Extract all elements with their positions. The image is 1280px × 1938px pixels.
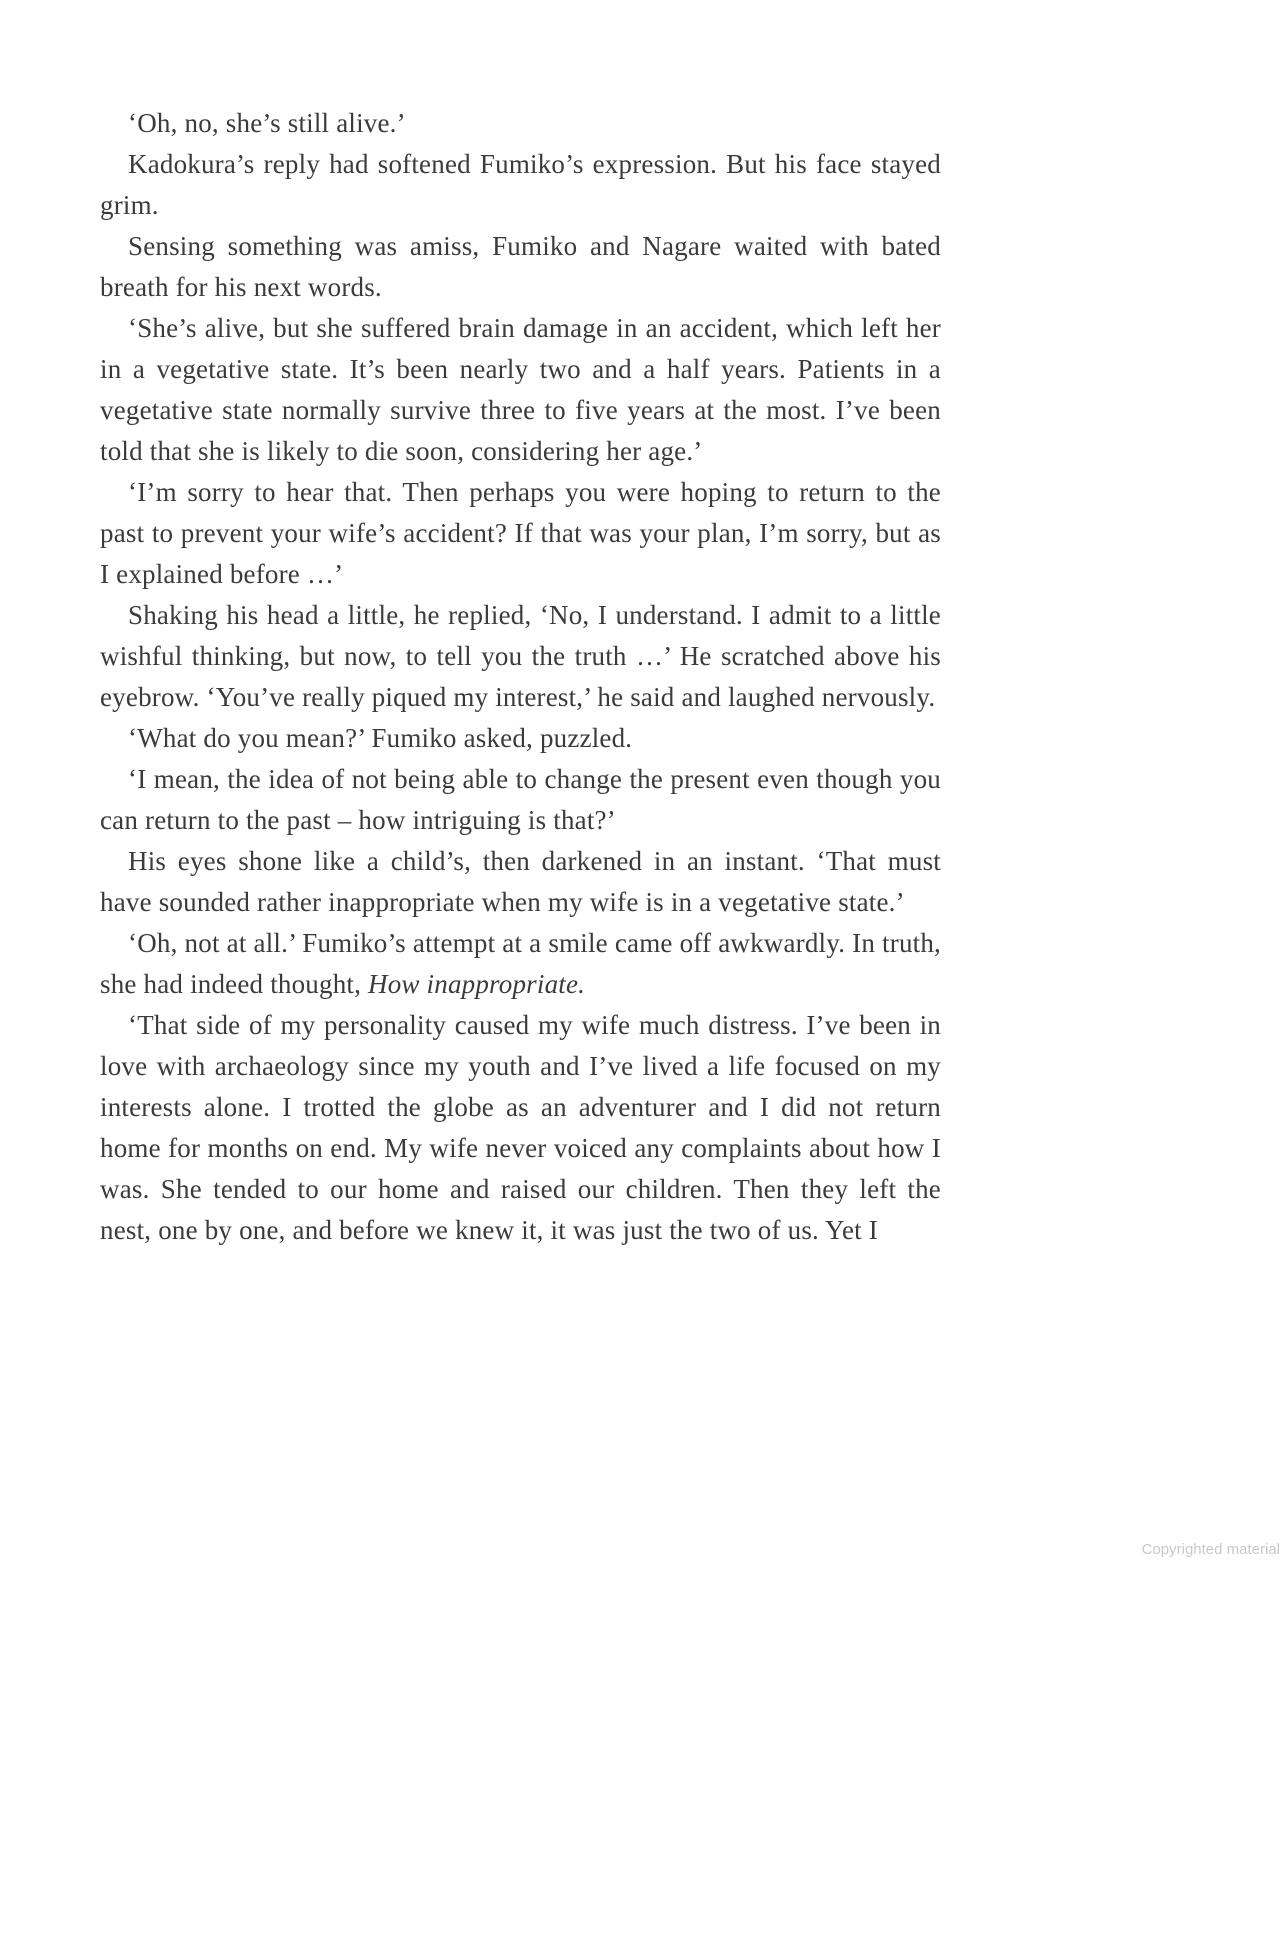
paragraph: ‘Oh, no, she’s still alive.’ — [128, 108, 406, 138]
paragraph: ‘I mean, the idea of not being able to change the present even though you can return to the past – how intriguing is that?’ — [100, 764, 941, 835]
paragraph-italic-text: How inappropriate. — [368, 969, 586, 999]
paragraph: ‘She’s alive, but she suffered brain damage in an accident, which left her in a vegetative state. It’s been nearly two and a half years. Patients in a vegetative state normally survive three to five years at the most. I’ve been told that she is likely to die soon, considering her age.’ — [100, 313, 941, 466]
body-text — [100, 103, 941, 1251]
paragraph: Shaking his head a little, he replied, ‘No, I understand. I admit to a little wishful thinking, but now, to tell you the truth …’ He scratched above his eyebrow. ‘You’ve really piqued my interest,’ he said and laughed nervously. — [100, 600, 941, 712]
paragraph: ‘That side of my personality caused my wife much distress. I’ve been in love with archaeology since my youth and I’ve lived a life focused on my interests alone. I trotted the globe as an adventurer and I did not return home for months on end. My wife never voiced any complaints about how I was. She tended to our home and raised our children. Then they left the nest, one by one, and before we knew it, it was just the two of us. Yet I — [100, 1010, 941, 1245]
paragraph — [100, 923, 941, 1005]
copyright-watermark: Copyrighted material — [1141, 1541, 1280, 1558]
paragraph: Kadokura’s reply had softened Fumiko’s expression. But his face stayed grim. — [100, 149, 941, 220]
paragraph: Sensing something was amiss, Fumiko and Nagare waited with bated breath for his next words. — [100, 231, 941, 302]
paragraph: His eyes shone like a child’s, then darkened in an instant. ‘That must have sounded rather inappropriate when my wife is in a vegetative state.’ — [100, 846, 941, 917]
paragraph: ‘I’m sorry to hear that. Then perhaps you were hoping to return to the past to prevent your wife’s accident? If that was your plan, I’m sorry, but as I explained before …’ — [100, 477, 941, 589]
paragraph-text: ‘Oh, not at all.’ Fumiko’s attempt at a smile came off awkwardly. In truth, she had indeed thought, — [100, 928, 941, 999]
paragraph: ‘What do you mean?’ Fumiko asked, puzzled. — [128, 723, 633, 753]
